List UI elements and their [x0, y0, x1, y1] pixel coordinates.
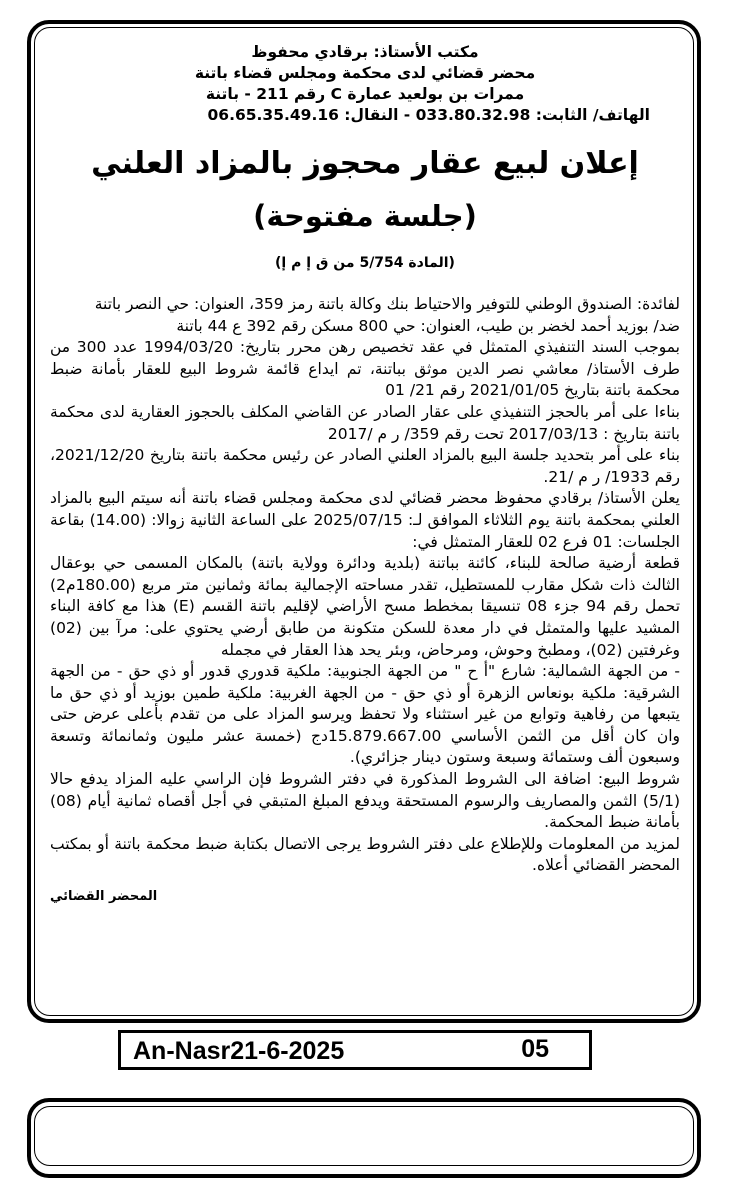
legal-article-reference: (المادة 5/754 من ق إ م إ)	[275, 255, 455, 271]
announcement-content	[50, 42, 680, 1017]
office-phone: الهاتف/ الثابت: 033.80.32.98 - النقال: 06.65.35.49.16	[207, 106, 650, 124]
body-paragraph: لفائدة: الصندوق الوطني للتوفير والاحتياط بنك وكالة باتنة رمز 359، العنوان: حي النصر باتنة	[94, 295, 680, 313]
body-paragraph: شروط البيع: اضافة الى الشروط المذكورة في دفتر الشروط فإن الراسي عليه المزاد يدفع حالا (5/1) الثمن والمصاريف والرسوم المستحقة ويدفع المبلغ المتبقي في أجل أقصاه ثمانية أيام (08) بأمانة ضبط المحكمة.	[50, 770, 680, 832]
body-paragraph: بموجب السند التنفيذي المتمثل في عقد تخصيص رهن محرر بتاريخ: 1994/03/20 عدد 300 من طرف الأستاذ/ معاشي نصر الدين موثق بباتنة، تم ايداع قائمة شروط البيع للعقار بأمانة ضبط محكمة باتنة بتاريخ 2021/01/05 رقم 21/ 01	[50, 338, 680, 400]
office-name: مكتب الأستاذ: برقادي محفوظ	[251, 43, 479, 61]
page-number: 05	[521, 1035, 549, 1063]
bailiff-signature: المحضر القضائي	[50, 889, 158, 905]
body-paragraph: - من الجهة الشمالية: شارع "أ ح " من الجهة الجنوبية: ملكية قدوري قدور أو ذي حق - من الجهة الشرقية: ملكية بونعاس الزهرة أو ذي حق - من الجهة الغربية: ملكية طمين بوزيد أو ذي حق ما يتبعها من رفاهية وتوابع من غير استثناء ولا تحفظ ويرسو المزاد على من تقدم بأعلى عرض حتى وان كان أقل من الثمن الأساسي 15.879.667.00دج (خمسة عشر مليون وثمانمائة وتسعة وسبعون ألف وستمائة وسبعة وستون دينار جزائري).	[50, 662, 680, 767]
announcement-body	[50, 294, 680, 877]
office-role: محضر قضائي لدى محكمة ومجلس قضاء باتنة	[194, 64, 536, 82]
body-paragraph: لمزيد من المعلومات وللإطلاع على دفتر الشروط يرجى الاتصال بكتابة ضبط محكمة باتنة أو بمكتب المحضر القضائي أعلاه.	[50, 834, 680, 875]
next-announcement-inner-frame	[34, 1106, 694, 1166]
announcement-title: إعلان لبيع عقار محجوز بالمزاد العلني	[91, 146, 639, 181]
body-paragraph: بناء على أمر بتحديد جلسة البيع بالمزاد العلني الصادر عن رئيس محكمة باتنة بتاريخ 2021/12/20، رقم 1933/ ر م /21.	[50, 446, 680, 486]
body-paragraph: قطعة أرضية صالحة للبناء، كائنة بباتنة (بلدية ودائرة وولاية باتنة) بالمكان المسمى حي بوعقال الثالث ذات شكل مقارب للمستطيل، تقدر مساحته الإجمالية بمائة وثمانين متر مربع (180.00م2) تحمل رقم 94 جزء 08 تنسيقا بمخطط مسح الأراضي لإقليم باتنة القسم (E) هذا مع كافة البناء المشيد عليها والمتمثل في دار معدة للسكن متكونة من طابق أرضي يحتوي على: مرآ بين (02) وغرفتين (02)، ومطبخ وحوش، ومرحاض، وبئر يحد هذا العقار في مجمله	[50, 554, 680, 659]
body-paragraph: ضد/ بوزيد أحمد لخضر بن طيب، العنوان: حي 800 مسكن رقم 392 ع 44 باتنة	[176, 316, 680, 335]
body-paragraph: بناءا على أمر بالحجز التنفيذي على عقار الصادر عن القاضي المكلف بالحجوز العقارية لدى محكمة باتنة بتاريخ : 2017/03/13 تحت رقم 359/ ر م /2017	[50, 402, 680, 443]
office-header	[50, 42, 680, 126]
body-paragraph: يعلن الأستاذ/ برقادي محفوظ محضر قضائي لدى محكمة ومجلس قضاء باتنة أنه سيتم البيع بالمزاد العلني بمحكمة باتنة يوم الثلاثاء الموافق لـ: 2025/07/15 على الساعة الثانية زوالا: (14.00) بقاعة الجلسات: 01 فرع 02 للعقار المتمثل في:	[50, 489, 680, 551]
announcement-subtitle: (جلسة مفتوحة)	[253, 199, 477, 233]
publication-date-label: An-Nasr21-6-2025	[133, 1037, 345, 1065]
newspaper-footer	[118, 1030, 592, 1070]
office-address: ممرات بن بولعيد عمارة C رقم 211 - باتنة	[205, 85, 525, 103]
